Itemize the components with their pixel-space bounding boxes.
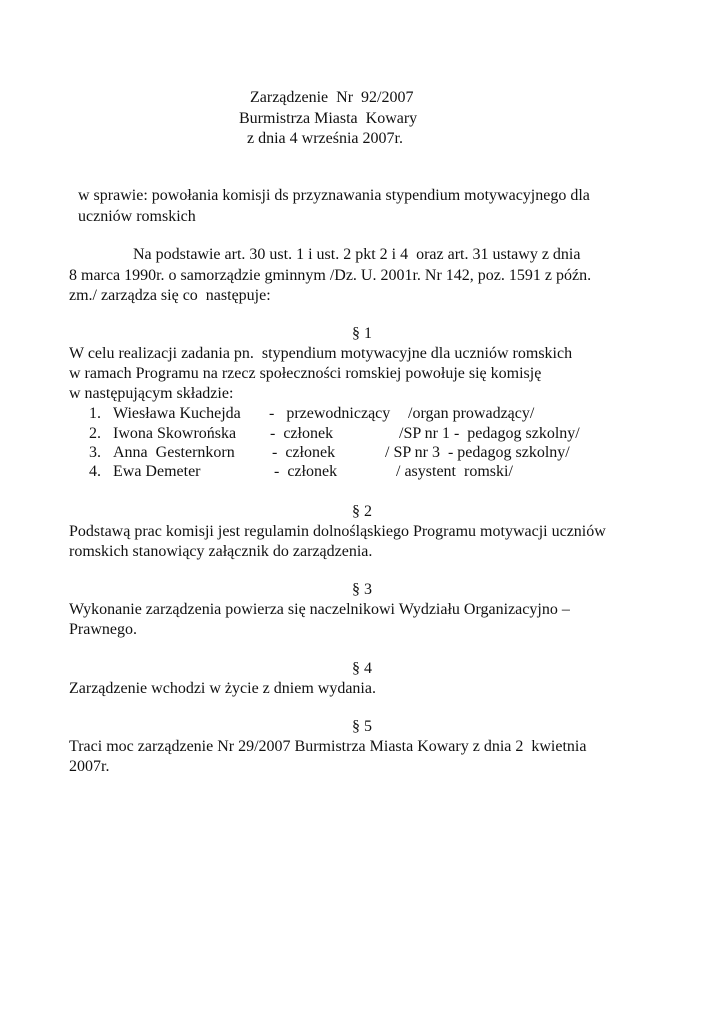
- section-3-text: Wykonanie zarządzenia powierza się naczelnikowi Wydziału Organizacyjno –: [69, 601, 570, 618]
- member-number: 1.: [89, 405, 101, 422]
- section-4-text: Zarządzenie wchodzi w życie z dniem wydania.: [69, 680, 376, 697]
- document-issuer: Burmistrza Miasta Kowary: [239, 110, 418, 127]
- section-5-text: 2007r.: [69, 758, 110, 775]
- member-role: - członek: [272, 444, 336, 461]
- committee-member: [0, 462, 724, 482]
- committee-member: [0, 443, 724, 463]
- member-name: Wiesława Kuchejda: [113, 405, 241, 422]
- member-organization: / asystent romski/: [396, 463, 513, 480]
- section-heading-3: § 3: [352, 581, 372, 598]
- section-1-text: w następującym składzie:: [69, 385, 234, 402]
- legal-basis-line: zm./ zarządza się co następuje:: [69, 287, 271, 304]
- section-5-text: Traci moc zarządzenie Nr 29/2007 Burmistrza Miasta Kowary z dnia 2 kwietnia: [69, 738, 587, 755]
- member-name: Iwona Skowrońska: [113, 425, 237, 442]
- member-organization: /organ prowadzący/: [408, 405, 535, 422]
- section-heading-5: § 5: [352, 718, 372, 735]
- document-title: Zarządzenie Nr 92/2007: [250, 89, 414, 106]
- committee-member: [0, 424, 724, 444]
- section-2-text: Podstawą prac komisji jest regulamin dolnośląskiego Programu motywacji uczniów: [69, 523, 606, 540]
- section-heading-2: § 2: [352, 503, 372, 520]
- subject-line: uczniów romskich: [78, 208, 196, 225]
- member-number: 3.: [89, 444, 101, 461]
- section-heading-1: § 1: [352, 325, 372, 342]
- member-organization: / SP nr 3 - pedagog szkolny/: [385, 444, 570, 461]
- section-3-text: Prawnego.: [69, 621, 137, 638]
- section-1-text: w ramach Programu na rzecz społeczności romskiej powołuje się komisję: [69, 365, 542, 382]
- section-2-text: romskich stanowiący załącznik do zarządzenia.: [69, 543, 373, 560]
- member-role: - przewodniczący: [269, 405, 391, 422]
- document-date: z dnia 4 września 2007r.: [247, 130, 403, 147]
- legal-basis-line: Na podstawie art. 30 ust. 1 i ust. 2 pkt 2 i 4 oraz art. 31 ustawy z dnia: [133, 246, 581, 263]
- member-number: 2.: [89, 425, 101, 442]
- section-heading-4: § 4: [352, 660, 372, 677]
- member-number: 4.: [89, 463, 101, 480]
- member-name: Ewa Demeter: [113, 463, 201, 480]
- member-name: Anna Gesternkorn: [113, 444, 235, 461]
- committee-member: [0, 404, 724, 424]
- section-1-text: W celu realizacji zadania pn. stypendium motywacyjne dla uczniów romskich: [69, 345, 573, 362]
- member-role: - członek: [274, 463, 338, 480]
- member-role: - członek: [270, 425, 334, 442]
- legal-basis-line: 8 marca 1990r. o samorządzie gminnym /Dz. U. 2001r. Nr 142, poz. 1591 z późn.: [69, 267, 592, 284]
- subject-line: w sprawie: powołania komisji ds przyznawania stypendium motywacyjnego dla: [78, 187, 590, 204]
- member-organization: /SP nr 1 - pedagog szkolny/: [399, 425, 580, 442]
